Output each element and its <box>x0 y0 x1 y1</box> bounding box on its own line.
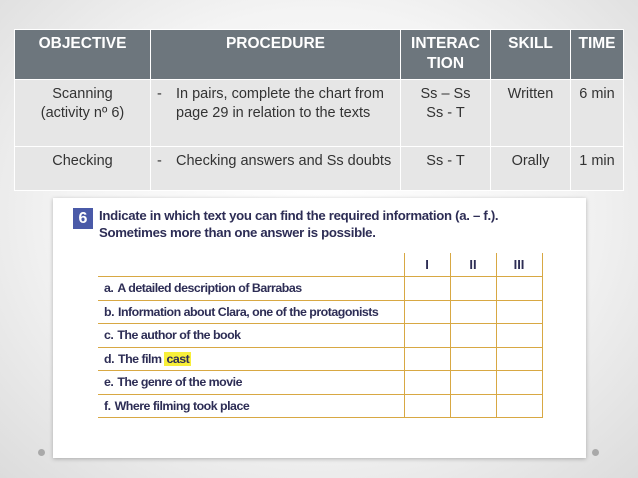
answer-cell[interactable] <box>450 324 496 348</box>
chart-row <box>98 277 542 301</box>
header-objective: OBJECTIVE <box>15 30 151 80</box>
objective-cell <box>15 146 151 190</box>
column-header: III <box>496 253 542 277</box>
objective-text: Scanning <box>52 85 113 102</box>
header-interaction <box>401 30 491 80</box>
item-text: Information about Clara, one of the protagonists <box>118 304 379 319</box>
item-letter: f. <box>104 398 111 413</box>
item-letter: c. <box>104 328 114 343</box>
time-cell: 6 min <box>571 79 624 146</box>
item-label <box>98 324 404 348</box>
item-letter: e. <box>104 375 114 390</box>
answer-cell[interactable] <box>404 394 450 418</box>
chart-header-row <box>98 253 542 277</box>
item-label <box>98 371 404 395</box>
procedure-text: Checking answers and Ss doubts <box>176 152 392 169</box>
item-text: Where filming took place <box>114 398 250 413</box>
decorative-dot <box>592 449 599 456</box>
header-skill: SKILL <box>491 30 571 80</box>
answer-cell[interactable] <box>404 277 450 301</box>
chart-row <box>98 394 542 418</box>
decorative-dot <box>38 449 45 456</box>
answer-cell[interactable] <box>450 300 496 324</box>
bullet-dash: - <box>157 152 162 169</box>
exercise-image <box>53 198 586 458</box>
item-label <box>98 394 404 418</box>
item-letter: b. <box>104 304 115 319</box>
answer-cell[interactable] <box>496 394 542 418</box>
exercise-chart <box>98 253 543 418</box>
item-label <box>98 347 404 371</box>
chart-row <box>98 324 542 348</box>
answer-cell[interactable] <box>496 277 542 301</box>
item-text: The author of the book <box>117 328 241 343</box>
exercise-number-badge: 6 <box>73 208 93 229</box>
bullet-dash: - <box>157 85 162 102</box>
skill-cell: Written <box>491 79 571 146</box>
answer-cell[interactable] <box>404 347 450 371</box>
interaction-cell: Ss - T <box>401 146 491 190</box>
table-row <box>15 79 624 146</box>
item-label <box>98 300 404 324</box>
answer-cell[interactable] <box>404 371 450 395</box>
exercise-instruction <box>99 207 569 241</box>
chart-row <box>98 371 542 395</box>
objective-subtext: (activity nº 6) <box>40 105 125 122</box>
instruction-line: Sometimes more than one answer is possible. <box>99 225 376 240</box>
interaction-text: Ss – Ss <box>420 85 471 102</box>
item-letter: d. <box>104 351 115 366</box>
procedure-text: In pairs, complete the chart from page 29 in relation to the texts <box>176 85 384 122</box>
answer-cell[interactable] <box>496 371 542 395</box>
column-header: I <box>404 253 450 277</box>
skill-cell: Orally <box>491 146 571 190</box>
procedure-cell <box>151 146 401 190</box>
chart-row <box>98 347 542 371</box>
procedure-cell <box>151 79 401 146</box>
time-cell: 1 min <box>571 146 624 190</box>
header-time: TIME <box>571 30 624 80</box>
answer-cell[interactable] <box>450 394 496 418</box>
item-letter: a. <box>104 281 114 296</box>
objective-text: Checking <box>52 152 113 169</box>
answer-cell[interactable] <box>496 347 542 371</box>
answer-cell[interactable] <box>404 324 450 348</box>
item-text: The genre of the movie <box>117 375 242 390</box>
answer-cell[interactable] <box>496 300 542 324</box>
column-header: II <box>450 253 496 277</box>
answer-cell[interactable] <box>404 300 450 324</box>
header-interaction-line1: INTERAC <box>411 35 480 52</box>
item-label <box>98 277 404 301</box>
answer-cell[interactable] <box>450 277 496 301</box>
chart-row <box>98 300 542 324</box>
lesson-plan-table <box>14 29 624 191</box>
instruction-line: Indicate in which text you can find the required information (a. – f.). <box>99 208 499 223</box>
item-text: The film <box>118 351 162 366</box>
objective-cell <box>15 79 151 146</box>
answer-cell[interactable] <box>450 347 496 371</box>
table-row <box>15 146 624 190</box>
answer-cell[interactable] <box>496 324 542 348</box>
interaction-text: Ss - T <box>426 105 465 122</box>
item-text: A detailed description of Barrabas <box>117 281 302 296</box>
header-interaction-line2: TION <box>426 55 465 73</box>
interaction-cell <box>401 79 491 146</box>
header-procedure: PROCEDURE <box>151 30 401 80</box>
highlighted-word: cast <box>166 351 190 366</box>
answer-cell[interactable] <box>450 371 496 395</box>
header-row <box>15 30 624 80</box>
